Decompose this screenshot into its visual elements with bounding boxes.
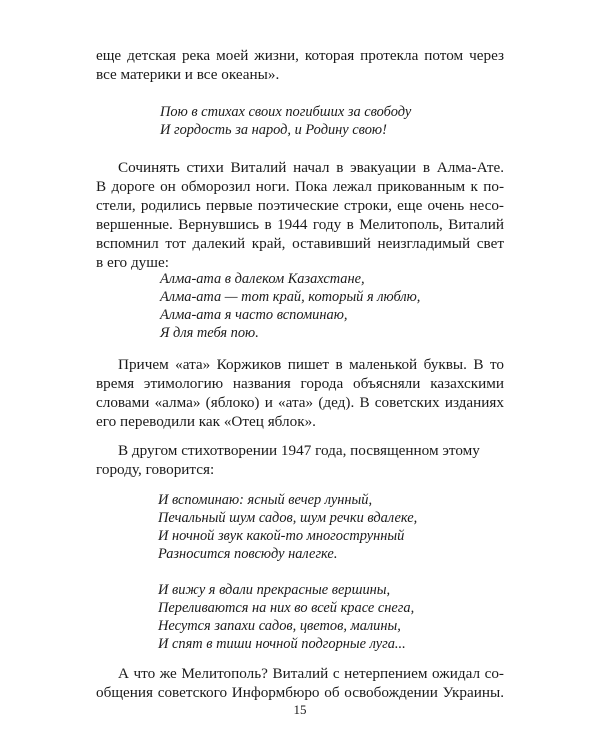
paragraph-line: в его душе:	[96, 254, 169, 271]
poem-line: И вспоминаю: ясный вечер лунный,	[158, 492, 373, 508]
poem-line: И вижу я вдали прекрасные вершины,	[158, 582, 391, 598]
paragraph-line: время этимологию названия города объясняли казахскими	[96, 375, 504, 392]
poem-line: И спят в тиши ночной подгорные луга...	[158, 636, 406, 652]
paragraph-line: А что же Мелитополь? Виталий с нетерпением ожидал со-	[118, 665, 504, 682]
poem-line: Алма-ата в далеком Казахстане,	[160, 271, 365, 287]
poem-line: И ночной звук какой-то многострунный	[158, 528, 405, 544]
paragraph-line: городу, говорится:	[96, 461, 215, 478]
paragraph-line: В другом стихотворении 1947 года, посвященном этому	[118, 442, 480, 459]
poem-line: Разносится повсюду налегке.	[158, 546, 338, 562]
paragraph-line: его переводили как «Отец яблок».	[96, 413, 316, 430]
poem-line: Я для тебя пою.	[160, 325, 259, 341]
poem-line: Переливаются на них во всей красе снега,	[158, 600, 415, 616]
paragraph-line: еще детская река моей жизни, которая протекла потом через	[96, 47, 504, 64]
paragraph-line: вспомнил тот далекий край, оставивший неизгладимый свет	[96, 235, 504, 252]
poem-line: Алма-ата я часто вспоминаю,	[160, 307, 348, 323]
poem-line: Пою в стихах своих погибших за свободу	[160, 104, 412, 120]
poem-line: Алма-ата — тот край, который я люблю,	[160, 289, 421, 305]
paragraph-line: В дороге он обморозил ноги. Пока лежал прикованным к по-	[96, 178, 504, 195]
paragraph-line: словами «алма» (яблоко) и «ата» (дед). В советских изданиях	[96, 394, 504, 411]
page-number: 15	[293, 702, 307, 717]
poem-line: И гордость за народ, и Родину свою!	[160, 122, 387, 138]
paragraph-line: Сочинять стихи Виталий начал в эвакуации в Алма-Ате.	[118, 159, 504, 176]
paragraph-line: все материки и все океаны».	[96, 66, 280, 83]
poem-line: Несутся запахи садов, цветов, малины,	[158, 618, 401, 634]
paragraph-line: стели, родились первые поэтические строки, еще очень несо-	[96, 197, 504, 214]
poem-line: Печальный шум садов, шум речки вдалеке,	[158, 510, 418, 526]
paragraph-line: общения советского Информбюро об освобождении Украины.	[96, 684, 504, 701]
paragraph-line: вершенные. Вернувшись в 1944 году в Мелитополь, Виталий	[96, 216, 504, 233]
paragraph-line: Причем «ата» Коржиков пишет в маленькой буквы. В то	[118, 356, 504, 373]
